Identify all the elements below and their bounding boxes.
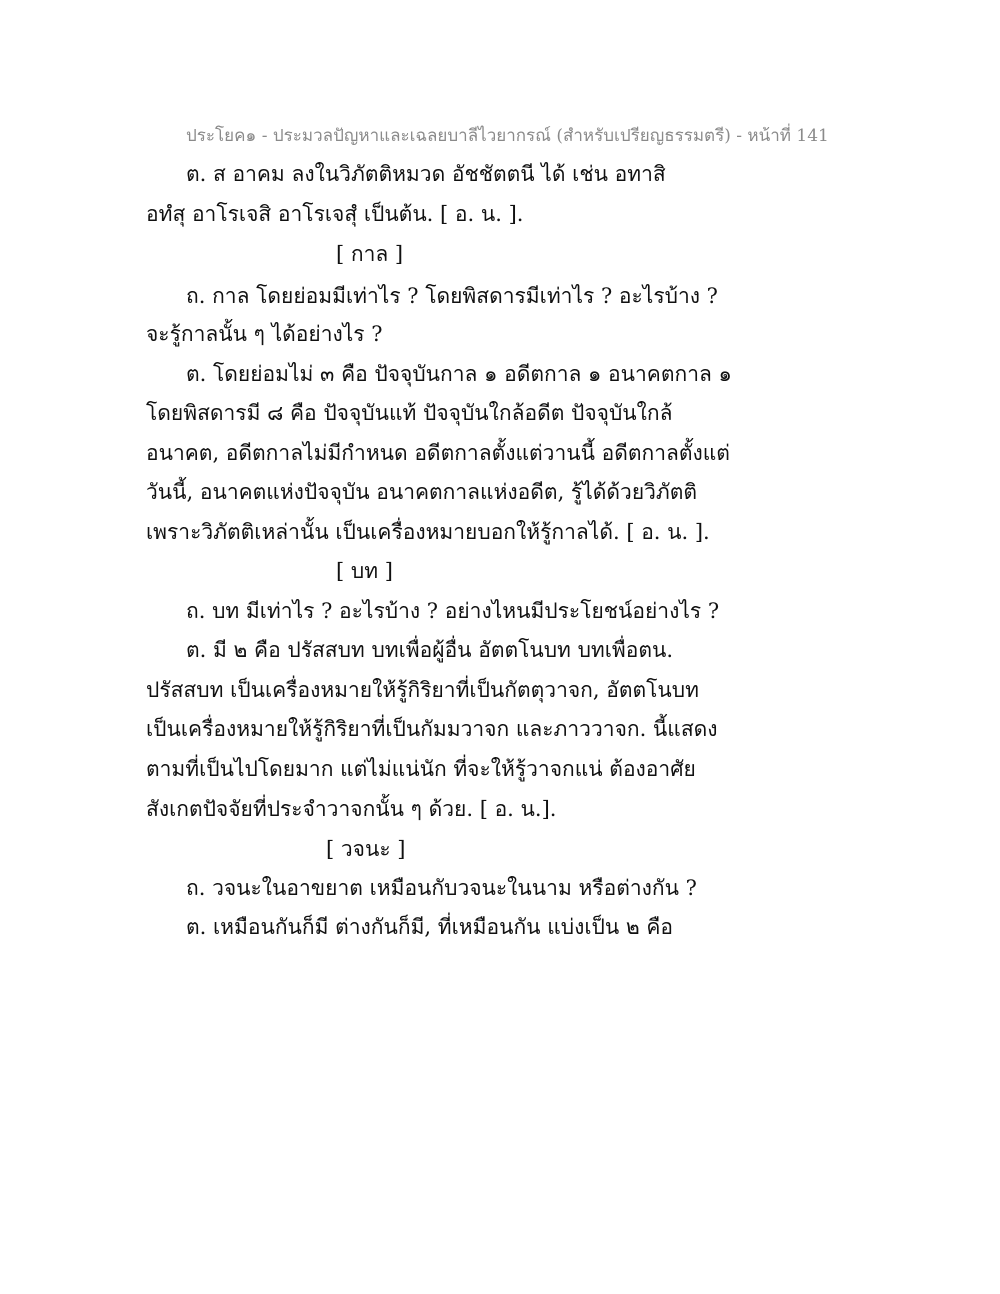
running-header: ประโยค๑ - ประมวลปัญหาและเฉลยบาลีไวยากรณ์ (สำหรับเปรียญธรรมตรี) - หน้าที่ 141	[186, 126, 829, 146]
question-line: ถ. บท มีเท่าไร ? อะไรบ้าง ? อย่างไหนมีประโยชน์อย่างไร ?	[186, 599, 720, 623]
text-line: ปรัสสบท เป็นเครื่องหมายให้รู้กิริยาที่เป็นกัตตุวาจก, อัตตโนบท	[146, 678, 699, 702]
question-line: ถ. กาล โดยย่อมมีเท่าไร ? โดยพิสดารมีเท่าไร ? อะไรบ้าง ?	[186, 284, 718, 308]
text-line: ต. ส อาคม ลงในวิภัตติหมวด อัชชัตตนี ได้ เช่น อทาสิ	[186, 162, 666, 186]
section-heading-vachana: [ วจนะ ]	[326, 837, 406, 861]
answer-line: ต. เหมือนกันก็มี ต่างกันก็มี, ที่เหมือนกัน แบ่งเป็น ๒ คือ	[186, 915, 674, 939]
text-line: อนาคต, อดีตกาลไม่มีกำหนด อดีตกาลตั้งแต่วานนี้ อดีตกาลตั้งแต่	[146, 441, 730, 465]
text-line: สังเกตปัจจัยที่ประจำวาจกนั้น ๆ ด้วย. [ อ. น.].	[146, 797, 557, 821]
text-line: โดยพิสดารมี ๘ คือ ปัจจุบันแท้ ปัจจุบันใกล้อดีต ปัจจุบันใกล้	[146, 401, 673, 425]
answer-line: ต. มี ๒ คือ ปรัสสบท บทเพื่อผู้อื่น อัตตโนบท บทเพื่อตน.	[186, 638, 674, 662]
section-heading-kala: [ กาล ]	[336, 242, 404, 266]
text-line: วันนี้, อนาคตแห่งปัจจุบัน อนาคตกาลแห่งอดีต, รู้ได้ด้วยวิภัตติ	[146, 480, 698, 504]
text-line: อทํสุ อาโรเจสิ อาโรเจสุํ เป็นต้น. [ อ. น. ].	[146, 202, 524, 226]
answer-line: ต. โดยย่อมไม่ ๓ คือ ปัจจุบันกาล ๑ อดีตกาล ๑ อนาคตกาล ๑	[186, 362, 732, 386]
text-line: เป็นเครื่องหมายให้รู้กิริยาที่เป็นกัมมวาจก และภาววาจก. นี้แสดง	[146, 717, 718, 741]
section-heading-bot: [ บท ]	[336, 559, 393, 583]
text-line: ตามที่เป็นไปโดยมาก แต่ไม่แน่นัก ที่จะให้รู้วาจกแน่ ต้องอาศัย	[146, 757, 696, 781]
text-line: เพราะวิภัตติเหล่านั้น เป็นเครื่องหมายบอกให้รู้กาลได้. [ อ. น. ].	[146, 520, 710, 544]
text-line: จะรู้กาลนั้น ๆ ได้อย่างไร ?	[146, 322, 383, 346]
question-line: ถ. วจนะในอาขยาต เหมือนกับวจนะในนาม หรือต่างกัน ?	[186, 876, 697, 900]
